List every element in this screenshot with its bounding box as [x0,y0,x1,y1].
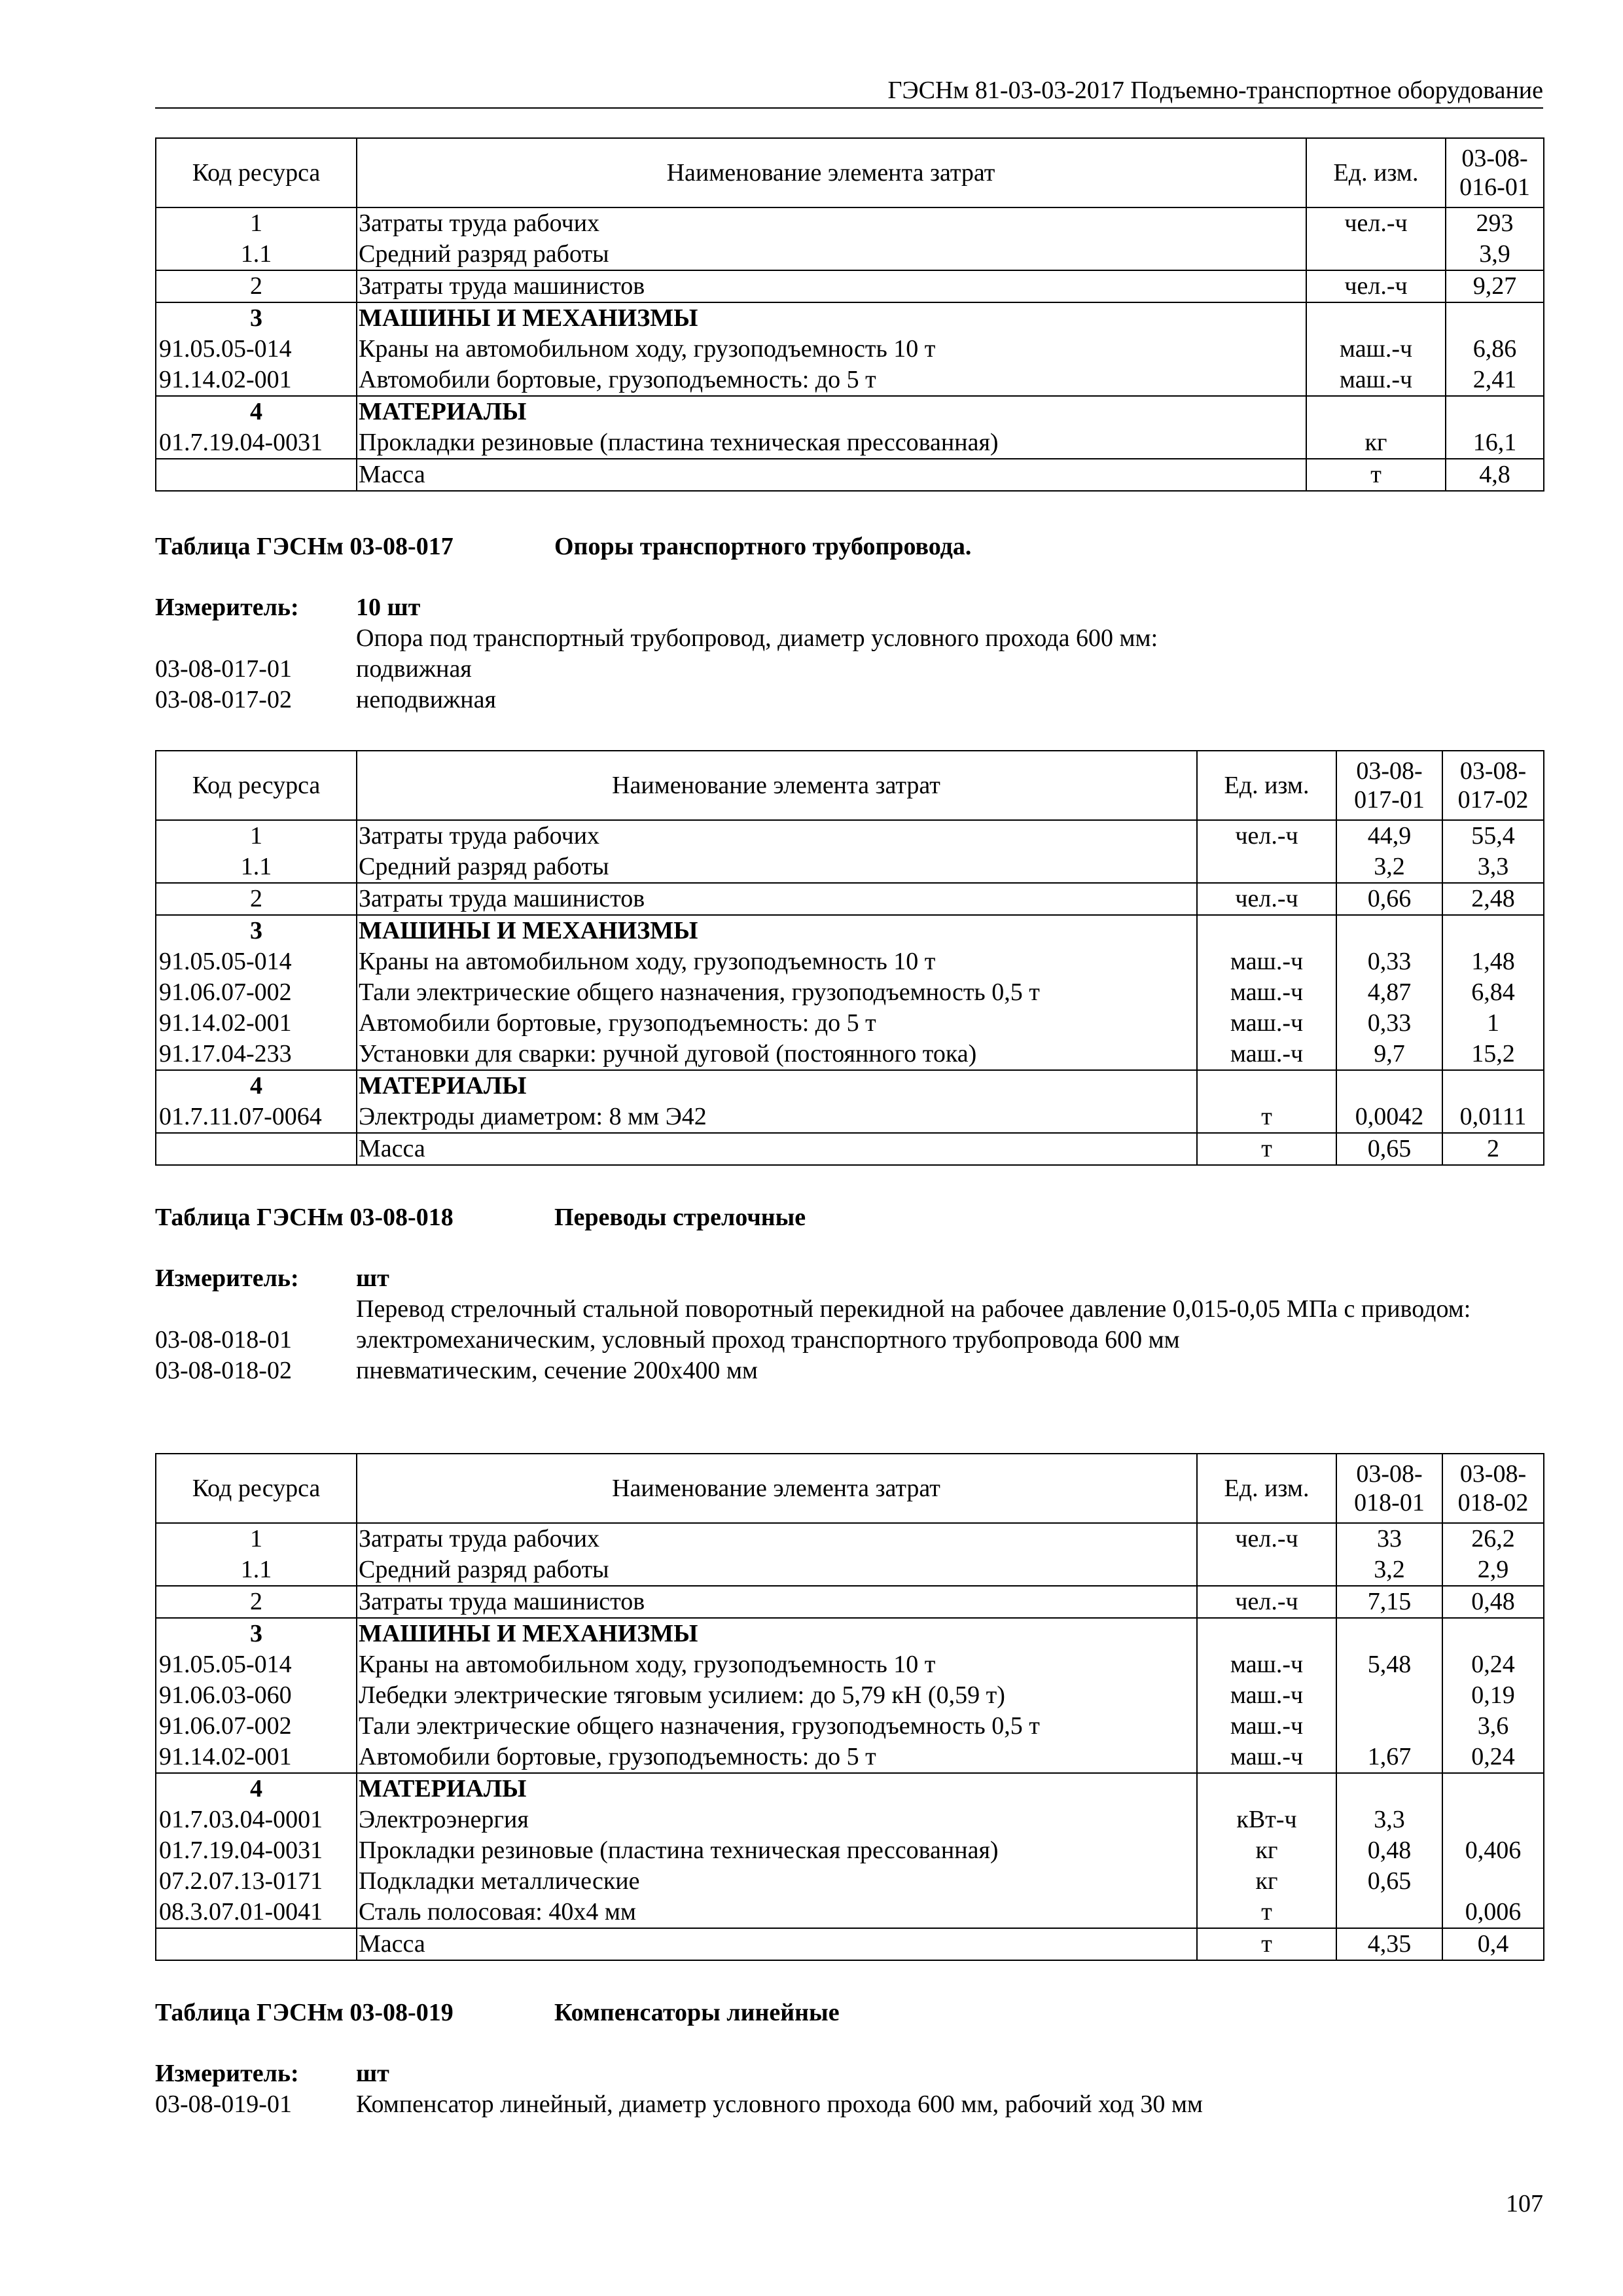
cell-norm-value-1: 3,9 [1446,239,1544,270]
cell-cost-element: Лебедки электрические тяговым усилием: до 5,79 кН (0,59 т) [357,1680,1197,1711]
cell-norm-value-1: 4,87 [1336,977,1442,1008]
table-row [156,1070,1544,1102]
resource-table-03-08-018 [155,1453,1544,1961]
resource-table-03-08-017 [155,750,1544,1166]
table-row [156,1618,1544,1649]
measure-block-019 [155,2058,1543,2120]
cell-resource-code: 1 [156,207,357,239]
cell-resource-code: 01.7.11.07-0064 [156,1102,357,1133]
table-title-019 [155,1998,840,2028]
cell-norm-value-2 [1442,1618,1544,1649]
cell-norm-value-1: 4,8 [1446,459,1544,491]
cell-norm-value-1: 33 [1336,1523,1442,1554]
norm-code: 03-08-018-01 [155,1326,292,1354]
cell-resource-code: 91.06.03-060 [156,1680,357,1711]
cell-resource-code: 2 [156,270,357,302]
norm-code: 03-08-019-01 [155,2090,292,2118]
table-row [156,1586,1544,1618]
cell-resource-code: 01.7.03.04-0001 [156,1804,357,1835]
cell-cost-element: Электроэнергия [357,1804,1197,1835]
cell-norm-value-2: 0,19 [1442,1680,1544,1711]
cell-resource-code: 1.1 [156,1554,357,1586]
measure-description: Опора под транспортный трубопровод, диаметр условного прохода 600 мм: [356,624,1158,652]
table-row [156,1523,1544,1554]
cell-resource-code: 3 [156,302,357,334]
cell-cost-element: Автомобили бортовые, грузоподъемность: до 5 т [357,1008,1197,1039]
cell-unit [1306,302,1446,334]
table-row [156,946,1544,977]
table-row [156,1711,1544,1742]
cell-unit: маш.-ч [1197,1008,1336,1039]
table-row [156,239,1544,270]
norm-code: 03-08-018-02 [155,1357,292,1384]
cell-unit [1197,1773,1336,1804]
cell-norm-value-1: 0,0042 [1336,1102,1442,1133]
cell-norm-value-1: 2,41 [1446,365,1544,396]
table-row [156,852,1544,883]
cell-norm-value-2 [1442,1866,1544,1897]
cell-norm-value-1: 3,2 [1336,852,1442,883]
col-header-name: Наименование элемента затрат [357,751,1197,820]
norm-code: 03-08-017-01 [155,655,292,683]
table-row [156,365,1544,396]
cell-norm-value-1 [1336,1618,1442,1649]
cell-cost-element: Сталь полосовая: 40х4 мм [357,1897,1197,1928]
col-header-unit: Ед. изм. [1197,1454,1336,1523]
col-header-name: Наименование элемента затрат [357,1454,1197,1523]
cell-norm-value-1: 3,2 [1336,1554,1442,1586]
resource-table-03-08-016 [155,137,1544,492]
norm-text: подвижная [356,655,472,683]
measure-label: Измеритель: [155,2060,299,2087]
cell-norm-value-1: 5,48 [1336,1649,1442,1680]
cell-norm-value-1 [1336,1773,1442,1804]
cell-cost-element: Средний разряд работы [357,239,1306,270]
cell-unit: т [1197,1133,1336,1165]
cell-norm-value-2: 6,84 [1442,977,1544,1008]
cell-norm-value-1: 0,33 [1336,1008,1442,1039]
cell-unit: т [1197,1928,1336,1960]
cell-cost-element: Электроды диаметром: 8 мм Э42 [357,1102,1197,1133]
cell-unit: кг [1197,1866,1336,1897]
cell-resource-code: 1.1 [156,852,357,883]
cell-resource-code [156,1928,357,1960]
col-header-name: Наименование элемента затрат [357,138,1306,207]
table-header-row [156,1454,1544,1523]
cell-norm-value-1 [1336,1070,1442,1102]
norm-text: пневматическим, сечение 200х400 мм [356,1357,758,1384]
cell-cost-element: Тали электрические общего назначения, грузоподъемность 0,5 т [357,977,1197,1008]
cell-norm-value-1 [1446,302,1544,334]
cell-unit: кг [1197,1835,1336,1866]
cell-unit: маш.-ч [1197,1680,1336,1711]
cell-resource-code: 4 [156,396,357,427]
table-row [156,820,1544,852]
cell-norm-value-1 [1336,1711,1442,1742]
col-header-norm-1: 03-08-016-01 [1446,138,1544,207]
cell-cost-element: Масса [357,459,1306,491]
cell-norm-value-2 [1442,1804,1544,1835]
cell-norm-value-1: 7,15 [1336,1586,1442,1618]
cell-norm-value-1: 44,9 [1336,820,1442,852]
cell-norm-value-2: 3,6 [1442,1711,1544,1742]
cell-resource-code: 3 [156,1618,357,1649]
cell-norm-value-1: 0,65 [1336,1133,1442,1165]
cell-cost-element: Прокладки резиновые (пластина техническая прессованная) [357,427,1306,459]
measure-value: 10 шт [356,594,421,621]
cell-norm-value-1: 9,7 [1336,1039,1442,1070]
table-row [156,1804,1544,1835]
cell-resource-code: 91.06.07-002 [156,1711,357,1742]
cell-unit: маш.-ч [1197,977,1336,1008]
table-row [156,302,1544,334]
col-header-code: Код ресурса [156,1454,357,1523]
cell-resource-code [156,459,357,491]
col-header-code: Код ресурса [156,138,357,207]
cell-resource-code: 4 [156,1070,357,1102]
cell-norm-value-1: 293 [1446,207,1544,239]
cell-unit: маш.-ч [1197,1742,1336,1773]
cell-cost-element: МАШИНЫ И МЕХАНИЗМЫ [357,915,1197,946]
table-row [156,1102,1544,1133]
table-row [156,1928,1544,1960]
cell-unit: маш.-ч [1197,1039,1336,1070]
cell-resource-code: 2 [156,1586,357,1618]
table-row [156,396,1544,427]
cell-norm-value-1: 6,86 [1446,334,1544,365]
cell-unit: т [1306,459,1446,491]
cell-resource-code: 91.05.05-014 [156,334,357,365]
cell-norm-value-2 [1442,915,1544,946]
measure-label: Измеритель: [155,594,299,621]
cell-norm-value-2: 0,0111 [1442,1102,1544,1133]
cell-unit: чел.-ч [1197,1523,1336,1554]
cell-cost-element: МАШИНЫ И МЕХАНИЗМЫ [357,302,1306,334]
table-name: Компенсаторы линейные [554,1999,840,2026]
cell-norm-value-1: 0,48 [1336,1835,1442,1866]
page-number: 107 [1506,2190,1543,2217]
cell-cost-element: Затраты труда рабочих [357,820,1197,852]
norm-code: 03-08-017-02 [155,686,292,713]
cell-norm-value-1: 1,67 [1336,1742,1442,1773]
cell-resource-code: 91.05.05-014 [156,1649,357,1680]
table-row [156,1008,1544,1039]
cell-cost-element: Затраты труда машинистов [357,1586,1197,1618]
cell-cost-element: Краны на автомобильном ходу, грузоподъемность 10 т [357,334,1306,365]
cell-unit: чел.-ч [1306,270,1446,302]
col-header-unit: Ед. изм. [1306,138,1446,207]
cell-norm-value-1 [1336,1897,1442,1928]
cell-unit: чел.-ч [1197,883,1336,915]
table-title-017 [155,531,971,562]
cell-norm-value-2: 55,4 [1442,820,1544,852]
cell-cost-element: Подкладки металлические [357,1866,1197,1897]
cell-unit: чел.-ч [1197,820,1336,852]
cell-cost-element: Затраты труда машинистов [357,883,1197,915]
table-row [156,1742,1544,1773]
cell-resource-code: 1 [156,820,357,852]
cell-norm-value-1: 0,33 [1336,946,1442,977]
cell-unit: маш.-ч [1306,365,1446,396]
cell-resource-code: 01.7.19.04-0031 [156,1835,357,1866]
cell-unit: маш.-ч [1197,1711,1336,1742]
cell-cost-element: Тали электрические общего назначения, грузоподъемность 0,5 т [357,1711,1197,1742]
cell-unit [1197,1618,1336,1649]
table-row [156,1133,1544,1165]
cell-resource-code: 91.14.02-001 [156,1742,357,1773]
table-row [156,459,1544,491]
cell-unit [1197,852,1336,883]
cell-resource-code: 91.14.02-001 [156,1008,357,1039]
cell-norm-value-2: 0,24 [1442,1649,1544,1680]
col-header-norm-1: 03-08-017-01 [1336,751,1442,820]
cell-norm-value-2: 0,406 [1442,1835,1544,1866]
table-row [156,1039,1544,1070]
cell-unit [1197,1070,1336,1102]
table-row [156,427,1544,459]
cell-cost-element: МАТЕРИАЛЫ [357,396,1306,427]
table-row [156,977,1544,1008]
table-title-018 [155,1202,806,1233]
cell-cost-element: Краны на автомобильном ходу, грузоподъемность 10 т [357,946,1197,977]
cell-norm-value-2 [1442,1773,1544,1804]
cell-norm-value-1 [1336,1680,1442,1711]
table-label: Таблица ГЭСНм 03-08-017 [155,533,454,560]
cell-cost-element: Затраты труда машинистов [357,270,1306,302]
cell-cost-element: Краны на автомобильном ходу, грузоподъемность 10 т [357,1649,1197,1680]
cell-resource-code [156,1133,357,1165]
table-label: Таблица ГЭСНм 03-08-018 [155,1204,454,1231]
cell-norm-value-2: 3,3 [1442,852,1544,883]
cell-resource-code: 2 [156,883,357,915]
cell-norm-value-2: 2,48 [1442,883,1544,915]
norm-text: Компенсатор линейный, диаметр условного прохода 600 мм, рабочий ход 30 мм [356,2090,1203,2118]
table-row [156,883,1544,915]
cell-norm-value-1 [1336,915,1442,946]
cell-cost-element: Автомобили бортовые, грузоподъемность: до 5 т [357,365,1306,396]
cell-norm-value-2: 0,006 [1442,1897,1544,1928]
cell-unit [1306,396,1446,427]
measure-value: шт [356,1265,389,1292]
cell-norm-value-1: 4,35 [1336,1928,1442,1960]
table-header-row [156,751,1544,820]
cell-cost-element: МАТЕРИАЛЫ [357,1773,1197,1804]
cell-unit: т [1197,1102,1336,1133]
table-row [156,270,1544,302]
cell-resource-code: 07.2.07.13-0171 [156,1866,357,1897]
cell-resource-code: 1 [156,1523,357,1554]
table-row [156,1897,1544,1928]
cell-unit: т [1197,1897,1336,1928]
cell-norm-value-1 [1446,396,1544,427]
col-header-norm-2: 03-08-018-02 [1442,1454,1544,1523]
running-header: ГЭСНм 81-03-03-2017 Подъемно-транспортное оборудование [155,73,1543,109]
cell-cost-element: МАШИНЫ И МЕХАНИЗМЫ [357,1618,1197,1649]
cell-norm-value-1: 3,3 [1336,1804,1442,1835]
cell-norm-value-1: 9,27 [1446,270,1544,302]
table-row [156,1554,1544,1586]
cell-norm-value-2: 1 [1442,1008,1544,1039]
cell-norm-value-2: 15,2 [1442,1039,1544,1070]
measure-label: Измеритель: [155,1265,299,1292]
table-row [156,1649,1544,1680]
table-row [156,915,1544,946]
cell-unit: чел.-ч [1197,1586,1336,1618]
cell-unit [1197,915,1336,946]
table-row [156,1773,1544,1804]
cell-resource-code: 91.06.07-002 [156,977,357,1008]
table-header-row [156,138,1544,207]
col-header-unit: Ед. изм. [1197,751,1336,820]
measure-description: Перевод стрелочный стальной поворотный перекидной на рабочее давление 0,015-0,05 МПа с приводом: [356,1295,1471,1323]
cell-resource-code: 4 [156,1773,357,1804]
cell-unit: маш.-ч [1197,946,1336,977]
cell-norm-value-2: 2,9 [1442,1554,1544,1586]
cell-resource-code: 91.05.05-014 [156,946,357,977]
cell-resource-code: 01.7.19.04-0031 [156,427,357,459]
col-header-code: Код ресурса [156,751,357,820]
norm-text: электромеханическим, условный проход транспортного трубопровода 600 мм [356,1326,1180,1354]
cell-unit [1306,239,1446,270]
cell-cost-element: Затраты труда рабочих [357,1523,1197,1554]
cell-norm-value-2: 0,24 [1442,1742,1544,1773]
table-row [156,207,1544,239]
cell-unit: кг [1306,427,1446,459]
cell-norm-value-2: 26,2 [1442,1523,1544,1554]
table-row [156,1835,1544,1866]
cell-norm-value-2: 0,48 [1442,1586,1544,1618]
cell-cost-element: МАТЕРИАЛЫ [357,1070,1197,1102]
table-name: Переводы стрелочные [554,1204,806,1231]
col-header-norm-2: 03-08-017-02 [1442,751,1544,820]
norm-text: неподвижная [356,686,496,713]
cell-resource-code: 91.14.02-001 [156,365,357,396]
measure-value: шт [356,2060,389,2087]
cell-resource-code: 1.1 [156,239,357,270]
cell-cost-element: Затраты труда рабочих [357,207,1306,239]
cell-norm-value-2: 1,48 [1442,946,1544,977]
cell-unit [1197,1554,1336,1586]
cell-resource-code: 08.3.07.01-0041 [156,1897,357,1928]
cell-norm-value-1: 0,66 [1336,883,1442,915]
cell-cost-element: Средний разряд работы [357,1554,1197,1586]
table-name: Опоры транспортного трубопровода. [554,533,972,560]
cell-unit: чел.-ч [1306,207,1446,239]
col-header-norm-1: 03-08-018-01 [1336,1454,1442,1523]
cell-norm-value-1: 16,1 [1446,427,1544,459]
cell-unit: маш.-ч [1197,1649,1336,1680]
cell-cost-element: Автомобили бортовые, грузоподъемность: до 5 т [357,1742,1197,1773]
cell-resource-code: 3 [156,915,357,946]
table-row [156,1680,1544,1711]
table-row [156,1866,1544,1897]
cell-cost-element: Установки для сварки: ручной дуговой (постоянного тока) [357,1039,1197,1070]
cell-norm-value-2 [1442,1070,1544,1102]
cell-cost-element: Средний разряд работы [357,852,1197,883]
measure-block-018 [155,1263,1543,1386]
table-row [156,334,1544,365]
cell-resource-code: 91.17.04-233 [156,1039,357,1070]
cell-cost-element: Масса [357,1928,1197,1960]
measure-block-017 [155,592,1543,715]
table-label: Таблица ГЭСНм 03-08-019 [155,1999,454,2026]
cell-norm-value-2: 2 [1442,1133,1544,1165]
cell-norm-value-2: 0,4 [1442,1928,1544,1960]
cell-cost-element: Масса [357,1133,1197,1165]
cell-unit: маш.-ч [1306,334,1446,365]
cell-norm-value-1: 0,65 [1336,1866,1442,1897]
cell-unit: кВт-ч [1197,1804,1336,1835]
cell-cost-element: Прокладки резиновые (пластина техническая прессованная) [357,1835,1197,1866]
